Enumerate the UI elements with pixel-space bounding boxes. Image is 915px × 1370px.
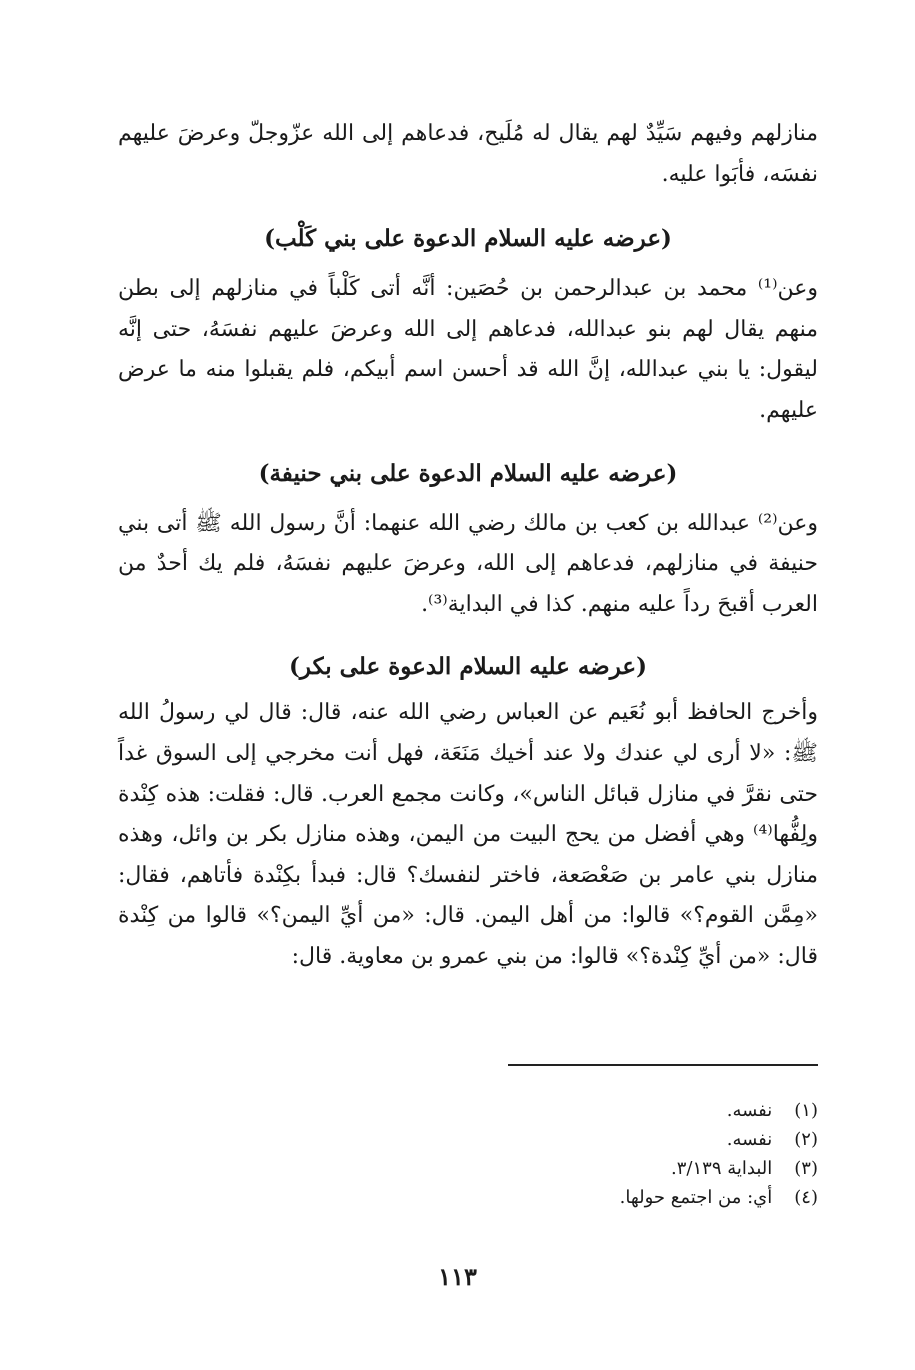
- paragraph-hanifa: وعن⁽²⁾ عبدالله بن كعب بن مالك رضي الله عنهما: أنَّ رسول الله ﷺ أتى بني حنيفة في منازلهم، فدعاهم إلى الله، وعرضَ عليهم نفسَهُ، فلم يك أحدٌ من العرب أقبحَ رداً عليه منهم. كذا في البداية⁽³⁾.: [118, 510, 818, 617]
- section-heading-hanifa: (عرضه عليه السلام الدعوة على بني حنيفة): [258, 459, 678, 487]
- footnote-number: (٢): [794, 1129, 818, 1150]
- footnote-1: [620, 1096, 818, 1125]
- paragraph-kalb: وعن⁽¹⁾ محمد بن عبدالرحمن بن حُصَين: أنَّه أتى كَلْباً في منازلهم إلى بطن منهم يقال لهم بنو عبدالله، فدعاهم إلى الله وعرضَ عليهم نفسَهُ، حتى إنَّه ليقول: يا بني عبدالله، إنَّ الله قد أحسن اسم أبيكم، فلم يقبلوا منه ما عرض عليهم.: [118, 276, 818, 423]
- footnote-number: (٤): [794, 1187, 818, 1208]
- footnote-text: نفسه.: [726, 1100, 773, 1121]
- footnote-2: [620, 1125, 818, 1154]
- page-number: ١١٣: [438, 1262, 477, 1291]
- footnote-4: [620, 1183, 818, 1212]
- section-heading-bakr: (عرضه عليه السلام الدعوة على بكر): [289, 653, 647, 681]
- section-heading-kalb: (عرضه عليه السلام الدعوة على بني كَلْب): [264, 225, 672, 253]
- main-text: [118, 114, 818, 978]
- footnote-text: أي: من اجتمع حولها.: [619, 1187, 773, 1208]
- paragraph-bakr: وأخرج الحافظ أبو نُعَيم عن العباس رضي الله عنه، قال: قال لي رسولُ الله ﷺ: «لا أرى لي عندك ولا عند أخيك مَنَعَة، فهل أنت مخرجي إلى السوق غداً حتى نقرَّ في منازل قبائل الناس»، وكانت مجمع العرب. قال: فقلت: هذه كِنْدة ولِفُّها⁽⁴⁾ وهي أفضل من يحج البيت من اليمن، وهذه منازل بكر بن وائل، وهذه منازل بني عامر بن صَعْصَعة، فاختر لنفسك؟ قال: فبدأ بكِنْدة فأتاهم، فقال: «مِمَّن القوم؟» قالوا: من أهل اليمن. قال: «من أيِّ اليمن؟» قالوا من كِنْدة قال: «من أيِّ كِنْدة؟» قالوا: من بني عمرو بن معاوية. قال:: [118, 700, 818, 969]
- footnote-number: (١): [794, 1100, 818, 1121]
- paragraph-intro: منازلهم وفيهم سَيِّدٌ لهم يقال له مُلَيح، فدعاهم إلى الله عزّوجلّ وعرضَ عليهم نفسَه، فأبَوا عليه.: [118, 121, 818, 187]
- footnote-3: [620, 1154, 818, 1183]
- footnotes: [620, 1096, 818, 1212]
- footnote-divider: [508, 1064, 818, 1066]
- footnote-text: البداية ٣/١٣٩.: [671, 1158, 773, 1179]
- footnote-number: (٣): [794, 1158, 818, 1179]
- footnote-text: نفسه.: [726, 1129, 773, 1150]
